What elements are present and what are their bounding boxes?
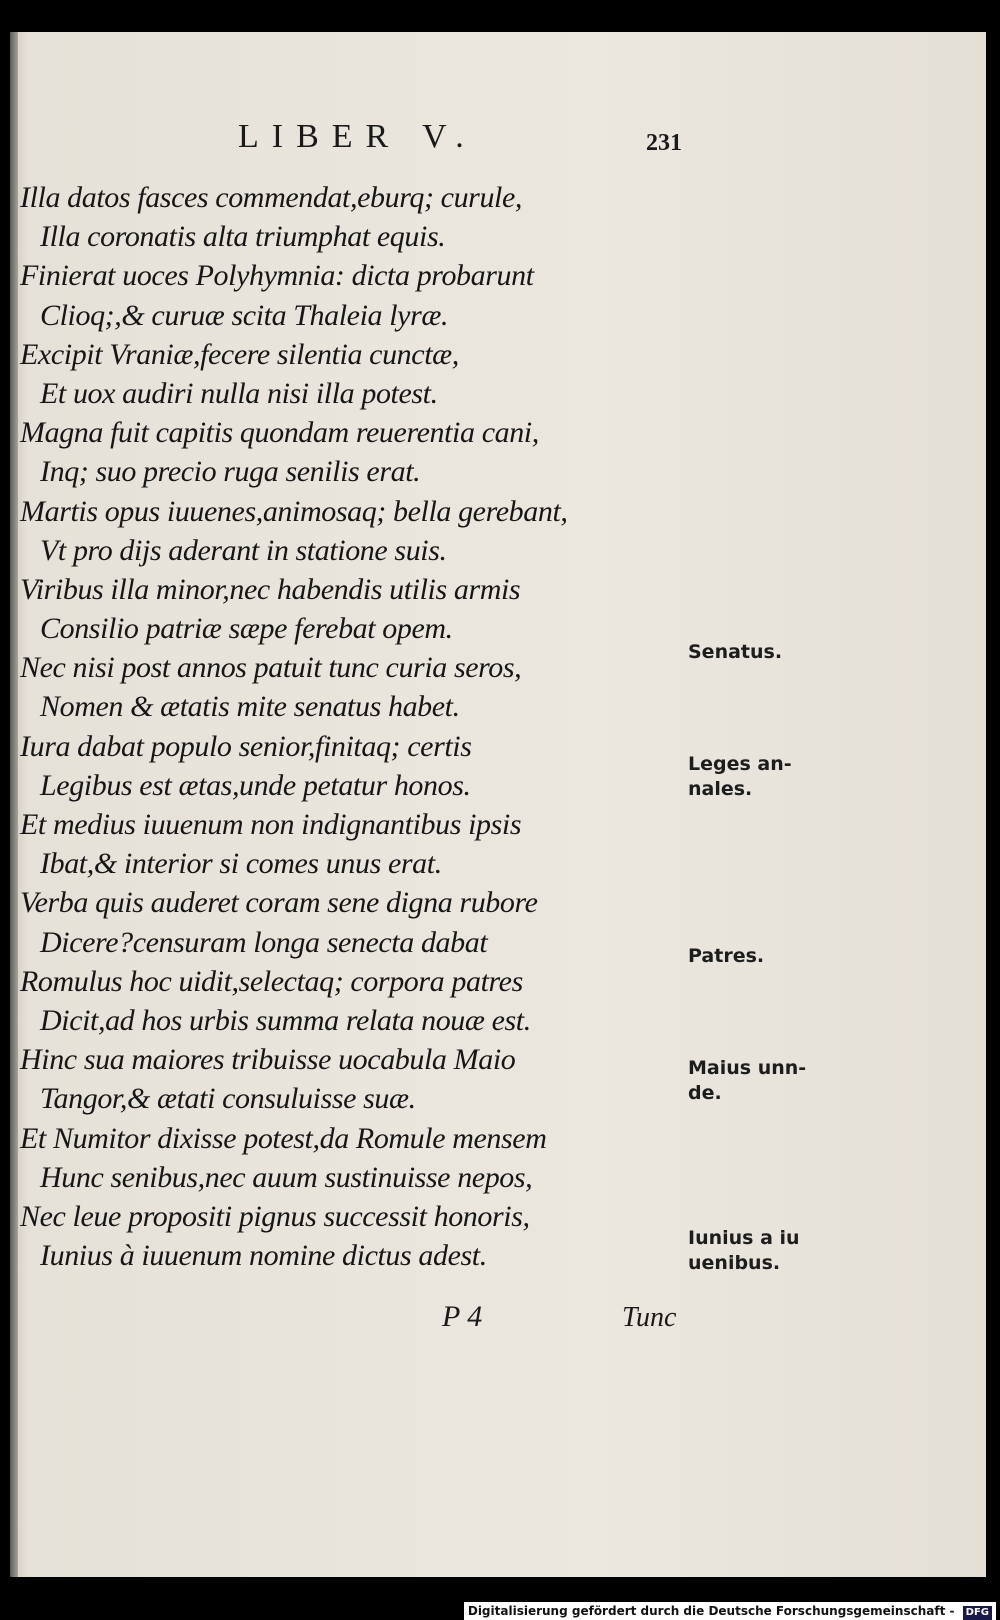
verse-line: Illa datos fasces commendat,eburq; curule,: [20, 181, 522, 214]
margin-note-text: Maius unn-: [688, 1057, 807, 1079]
verse-line: Illa coronatis alta triumphat equis.: [40, 220, 446, 254]
verse-line: Clioq;,& curuæ scita Thaleia lyræ.: [40, 298, 449, 332]
verse-line: Dicit,ad hos urbis summa relata nouæ est.: [40, 1003, 531, 1037]
margin-note-text: uenibus.: [688, 1252, 781, 1274]
margin-note-maius: [688, 1056, 806, 1106]
margin-note-leges: [688, 752, 792, 802]
verse-line: Vt pro dijs aderant in statione suis.: [40, 533, 447, 567]
verse-line: Et Numitor dixisse potest,da Romule mensem: [20, 1121, 547, 1155]
margin-note-text: de.: [688, 1082, 722, 1104]
verse-line: Nec leue propositi pignus successit honoris,: [20, 1199, 530, 1233]
margin-note-text: nales.: [688, 778, 753, 800]
signature-mark: P 4: [442, 1300, 483, 1333]
verse-line: Dicere?censuram longa senecta dabat: [40, 925, 488, 959]
book-page: [10, 32, 986, 1577]
verse-line: Hinc sua maiores tribuisse uocabula Maio: [20, 1043, 516, 1077]
verse-line: Nomen & ætatis mite senatus habet.: [40, 690, 460, 724]
verse-line: Excipit Vraniæ,fecere silentia cunctæ,: [20, 337, 459, 371]
running-title: LIBER V.: [238, 118, 477, 155]
verse-block: [10, 178, 630, 1275]
verse-line: Magna fuit capitis quondam reuerentia cani,: [20, 416, 539, 450]
verse-line: Ibat,& interior si comes unus erat.: [40, 847, 442, 881]
verse-line: Consilio patriæ sæpe ferebat opem.: [40, 612, 453, 646]
verse-line: Martis opus iuuenes,animosaq; bella gerebant,: [20, 494, 568, 528]
verse-line: Romulus hoc uidit,selectaq; corpora patres: [20, 964, 523, 998]
verse-line: Legibus est ætas,unde petatur honos.: [40, 768, 471, 802]
margin-note-senatus: [688, 640, 782, 665]
verse-line: Viribus illa minor,nec habendis utilis armis: [20, 572, 521, 606]
credit-text: Digitalisierung gefördert durch die Deutsche Forschungsgemeinschaft -: [467, 1604, 955, 1618]
page-number: 231: [646, 130, 682, 156]
margin-note-text: Senatus.: [688, 641, 783, 663]
margin-note-patres: [688, 944, 764, 969]
verse-line: Iura dabat populo senior,finitaq; certis: [20, 729, 472, 763]
verse-line: Tangor,& ætati consuluisse suæ.: [40, 1082, 416, 1116]
verse-line: Iunius à iuuenum nomine dictus adest.: [40, 1239, 487, 1273]
verse-line: Verba quis auderet coram sene digna rubore: [20, 886, 538, 920]
verse-line: Hunc senibus,nec auum sustinuisse nepos,: [40, 1160, 533, 1194]
verse-line: Et uox audiri nulla nisi illa potest.: [40, 376, 438, 410]
margin-note-iunius: [688, 1226, 800, 1276]
verse-line: Nec nisi post annos patuit tunc curia seros,: [20, 651, 522, 685]
verse-line: Et medius iuuenum non indignantibus ipsis: [20, 808, 522, 841]
catchword: Tunc: [622, 1302, 677, 1333]
margin-note-text: Leges an-: [688, 753, 792, 775]
digitization-credit: [464, 1602, 996, 1620]
verse-line: Finierat uoces Polyhymnia: dicta probarunt: [20, 259, 534, 293]
verse-line: Inq; suo precio ruga senilis erat.: [40, 455, 421, 489]
dfg-logo: DFG: [963, 1606, 992, 1620]
margin-note-text: Patres.: [688, 945, 765, 967]
margin-note-text: Iunius a iu: [688, 1227, 800, 1249]
